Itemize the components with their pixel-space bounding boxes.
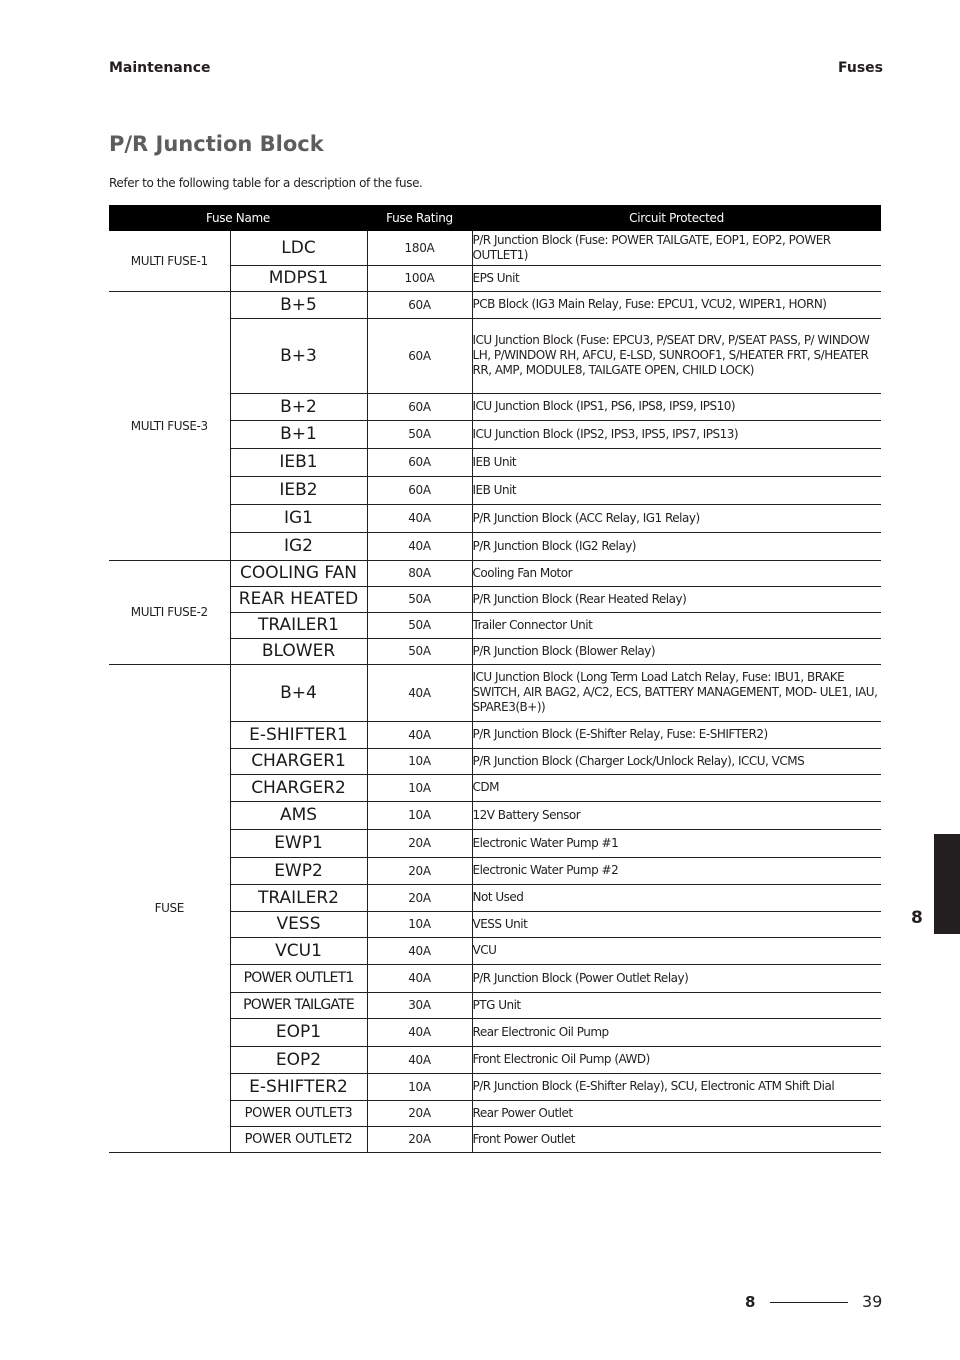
header-fuse-rating: Fuse Rating: [367, 205, 472, 231]
fuse-rating-cell: 60A: [367, 393, 472, 420]
fuse-rating-cell: 10A: [367, 801, 472, 829]
fuse-name-cell: EOP2: [230, 1046, 367, 1073]
circuit-protected-cell: P/R Junction Block (E-Shifter Relay), SCU, Electronic ATM Shift Dial: [472, 1073, 881, 1100]
page-title: P/R Junction Block: [109, 132, 324, 156]
fuse-rating-cell: 30A: [367, 992, 472, 1018]
fuse-name-cell: IEB1: [230, 448, 367, 476]
fuse-name-cell: E-SHIFTER1: [230, 721, 367, 748]
fuse-table: [109, 205, 881, 1153]
circuit-protected-cell: P/R Junction Block (Charger Lock/Unlock Relay), ICCU, VCMS: [472, 748, 881, 774]
circuit-protected-cell: PCB Block (IG3 Main Relay, Fuse: EPCU1, VCU2, WIPER1, HORN): [472, 291, 881, 318]
fuse-rating-cell: 60A: [367, 448, 472, 476]
circuit-protected-cell: P/R Junction Block (Power Outlet Relay): [472, 964, 881, 992]
circuit-protected-cell: P/R Junction Block (Blower Relay): [472, 638, 881, 664]
fuse-rating-cell: 20A: [367, 884, 472, 911]
fuse-rating-cell: 20A: [367, 829, 472, 857]
fuse-rating-cell: 40A: [367, 964, 472, 992]
fuse-rating-cell: 20A: [367, 1126, 472, 1152]
circuit-protected-cell: ICU Junction Block (IPS1, PS6, IPS8, IPS9, IPS10): [472, 393, 881, 420]
fuse-rating-cell: 50A: [367, 638, 472, 664]
circuit-protected-cell: VESS Unit: [472, 911, 881, 937]
circuit-protected-cell: Electronic Water Pump #2: [472, 857, 881, 884]
fuse-group-label: MULTI FUSE-1: [109, 231, 230, 291]
fuse-rating-cell: 50A: [367, 420, 472, 448]
fuse-rating-cell: 100A: [367, 265, 472, 291]
fuse-rating-cell: 10A: [367, 774, 472, 801]
circuit-protected-cell: P/R Junction Block (ACC Relay, IG1 Relay): [472, 504, 881, 532]
fuse-name-cell: IG1: [230, 504, 367, 532]
fuse-name-cell: E-SHIFTER2: [230, 1073, 367, 1100]
circuit-protected-cell: P/R Junction Block (Rear Heated Relay): [472, 586, 881, 612]
circuit-protected-cell: IEB Unit: [472, 476, 881, 504]
fuse-name-cell: IEB2: [230, 476, 367, 504]
fuse-name-cell: AMS: [230, 801, 367, 829]
fuse-rating-cell: 40A: [367, 1046, 472, 1073]
circuit-protected-cell: Trailer Connector Unit: [472, 612, 881, 638]
circuit-protected-cell: P/R Junction Block (Fuse: POWER TAILGATE, EOP1, EOP2, POWER OUTLET1): [472, 231, 881, 265]
fuse-table-body: [109, 231, 881, 1152]
fuse-name-cell: POWER OUTLET1: [230, 964, 367, 992]
fuse-rating-cell: 20A: [367, 1100, 472, 1126]
circuit-protected-cell: ICU Junction Block (IPS2, IPS3, IPS5, IPS7, IPS13): [472, 420, 881, 448]
circuit-protected-cell: P/R Junction Block (IG2 Relay): [472, 532, 881, 560]
fuse-rating-cell: 50A: [367, 586, 472, 612]
fuse-rating-cell: 10A: [367, 1073, 472, 1100]
fuse-name-cell: BLOWER: [230, 638, 367, 664]
circuit-protected-cell: Cooling Fan Motor: [472, 560, 881, 586]
circuit-protected-cell: Front Electronic Oil Pump (AWD): [472, 1046, 881, 1073]
fuse-rating-cell: 10A: [367, 911, 472, 937]
table-row: [109, 291, 881, 318]
circuit-protected-cell: ICU Junction Block (Fuse: EPCU3, P/SEAT DRV, P/SEAT PASS, P/ WINDOW LH, P/WINDOW RH, AFCU, E-LSD, SUNROOF1, S/HEATER FRT, S/HEATER RR, AMP, MODULE8, TAILGATE OPEN, CHILD LOCK): [472, 318, 881, 393]
fuse-name-cell: MDPS1: [230, 265, 367, 291]
fuse-name-cell: REAR HEATED: [230, 586, 367, 612]
page-number: 39: [862, 1292, 883, 1311]
fuse-name-cell: CHARGER2: [230, 774, 367, 801]
fuse-name-cell: VESS: [230, 911, 367, 937]
fuse-name-cell: EWP2: [230, 857, 367, 884]
circuit-protected-cell: Electronic Water Pump #1: [472, 829, 881, 857]
fuse-group-label: FUSE: [109, 664, 230, 1152]
fuse-rating-cell: 20A: [367, 857, 472, 884]
fuse-name-cell: IG2: [230, 532, 367, 560]
fuse-name-cell: B+4: [230, 664, 367, 721]
fuse-rating-cell: 60A: [367, 318, 472, 393]
fuse-name-cell: B+5: [230, 291, 367, 318]
circuit-protected-cell: Rear Electronic Oil Pump: [472, 1018, 881, 1046]
circuit-protected-cell: IEB Unit: [472, 448, 881, 476]
section-header: Maintenance: [109, 60, 211, 76]
fuse-name-cell: B+1: [230, 420, 367, 448]
fuse-name-cell: TRAILER2: [230, 884, 367, 911]
fuse-name-cell: VCU1: [230, 937, 367, 964]
fuse-group-label: MULTI FUSE-2: [109, 560, 230, 664]
table-row: [109, 664, 881, 721]
chapter-side-number: 8: [911, 908, 923, 928]
footer-chapter: 8: [745, 1293, 756, 1311]
chapter-side-tab: [934, 834, 960, 934]
fuse-name-cell: B+3: [230, 318, 367, 393]
circuit-protected-cell: ICU Junction Block (Long Term Load Latch Relay, Fuse: IBU1, BRAKE SWITCH, AIR BAG2, A/C2, ECS, BATTERY MANAGEMENT, MOD- ULE1, IAU, SPARE3(B+)): [472, 664, 881, 721]
fuse-name-cell: POWER OUTLET3: [230, 1100, 367, 1126]
fuse-group-label: MULTI FUSE-3: [109, 291, 230, 560]
fuse-name-cell: EWP1: [230, 829, 367, 857]
fuse-rating-cell: 40A: [367, 532, 472, 560]
fuse-rating-cell: 40A: [367, 664, 472, 721]
table-row: [109, 231, 881, 265]
circuit-protected-cell: Front Power Outlet: [472, 1126, 881, 1152]
fuse-rating-cell: 40A: [367, 1018, 472, 1046]
header-fuse-name: Fuse Name: [109, 205, 367, 231]
fuse-name-cell: EOP1: [230, 1018, 367, 1046]
fuse-rating-cell: 50A: [367, 612, 472, 638]
header-circuit-protected: Circuit Protected: [472, 205, 881, 231]
fuse-rating-cell: 40A: [367, 937, 472, 964]
circuit-protected-cell: PTG Unit: [472, 992, 881, 1018]
circuit-protected-cell: CDM: [472, 774, 881, 801]
table-row: [109, 560, 881, 586]
fuse-rating-cell: 10A: [367, 748, 472, 774]
circuit-protected-cell: P/R Junction Block (E-Shifter Relay, Fuse: E-SHIFTER2): [472, 721, 881, 748]
fuse-name-cell: B+2: [230, 393, 367, 420]
table-header-row: [109, 205, 881, 231]
fuse-rating-cell: 60A: [367, 476, 472, 504]
fuse-name-cell: TRAILER1: [230, 612, 367, 638]
topic-header: Fuses: [838, 60, 883, 76]
fuse-rating-cell: 40A: [367, 504, 472, 532]
fuse-rating-cell: 60A: [367, 291, 472, 318]
fuse-name-cell: LDC: [230, 231, 367, 265]
fuse-name-cell: COOLING FAN: [230, 560, 367, 586]
fuse-name-cell: POWER TAILGATE: [230, 992, 367, 1018]
fuse-rating-cell: 180A: [367, 231, 472, 265]
intro-text: Refer to the following table for a description of the fuse.: [109, 176, 423, 190]
circuit-protected-cell: EPS Unit: [472, 265, 881, 291]
fuse-rating-cell: 80A: [367, 560, 472, 586]
circuit-protected-cell: 12V Battery Sensor: [472, 801, 881, 829]
fuse-name-cell: CHARGER1: [230, 748, 367, 774]
circuit-protected-cell: VCU: [472, 937, 881, 964]
circuit-protected-cell: Not Used: [472, 884, 881, 911]
fuse-name-cell: POWER OUTLET2: [230, 1126, 367, 1152]
circuit-protected-cell: Rear Power Outlet: [472, 1100, 881, 1126]
footer-divider: [770, 1302, 848, 1303]
fuse-rating-cell: 40A: [367, 721, 472, 748]
